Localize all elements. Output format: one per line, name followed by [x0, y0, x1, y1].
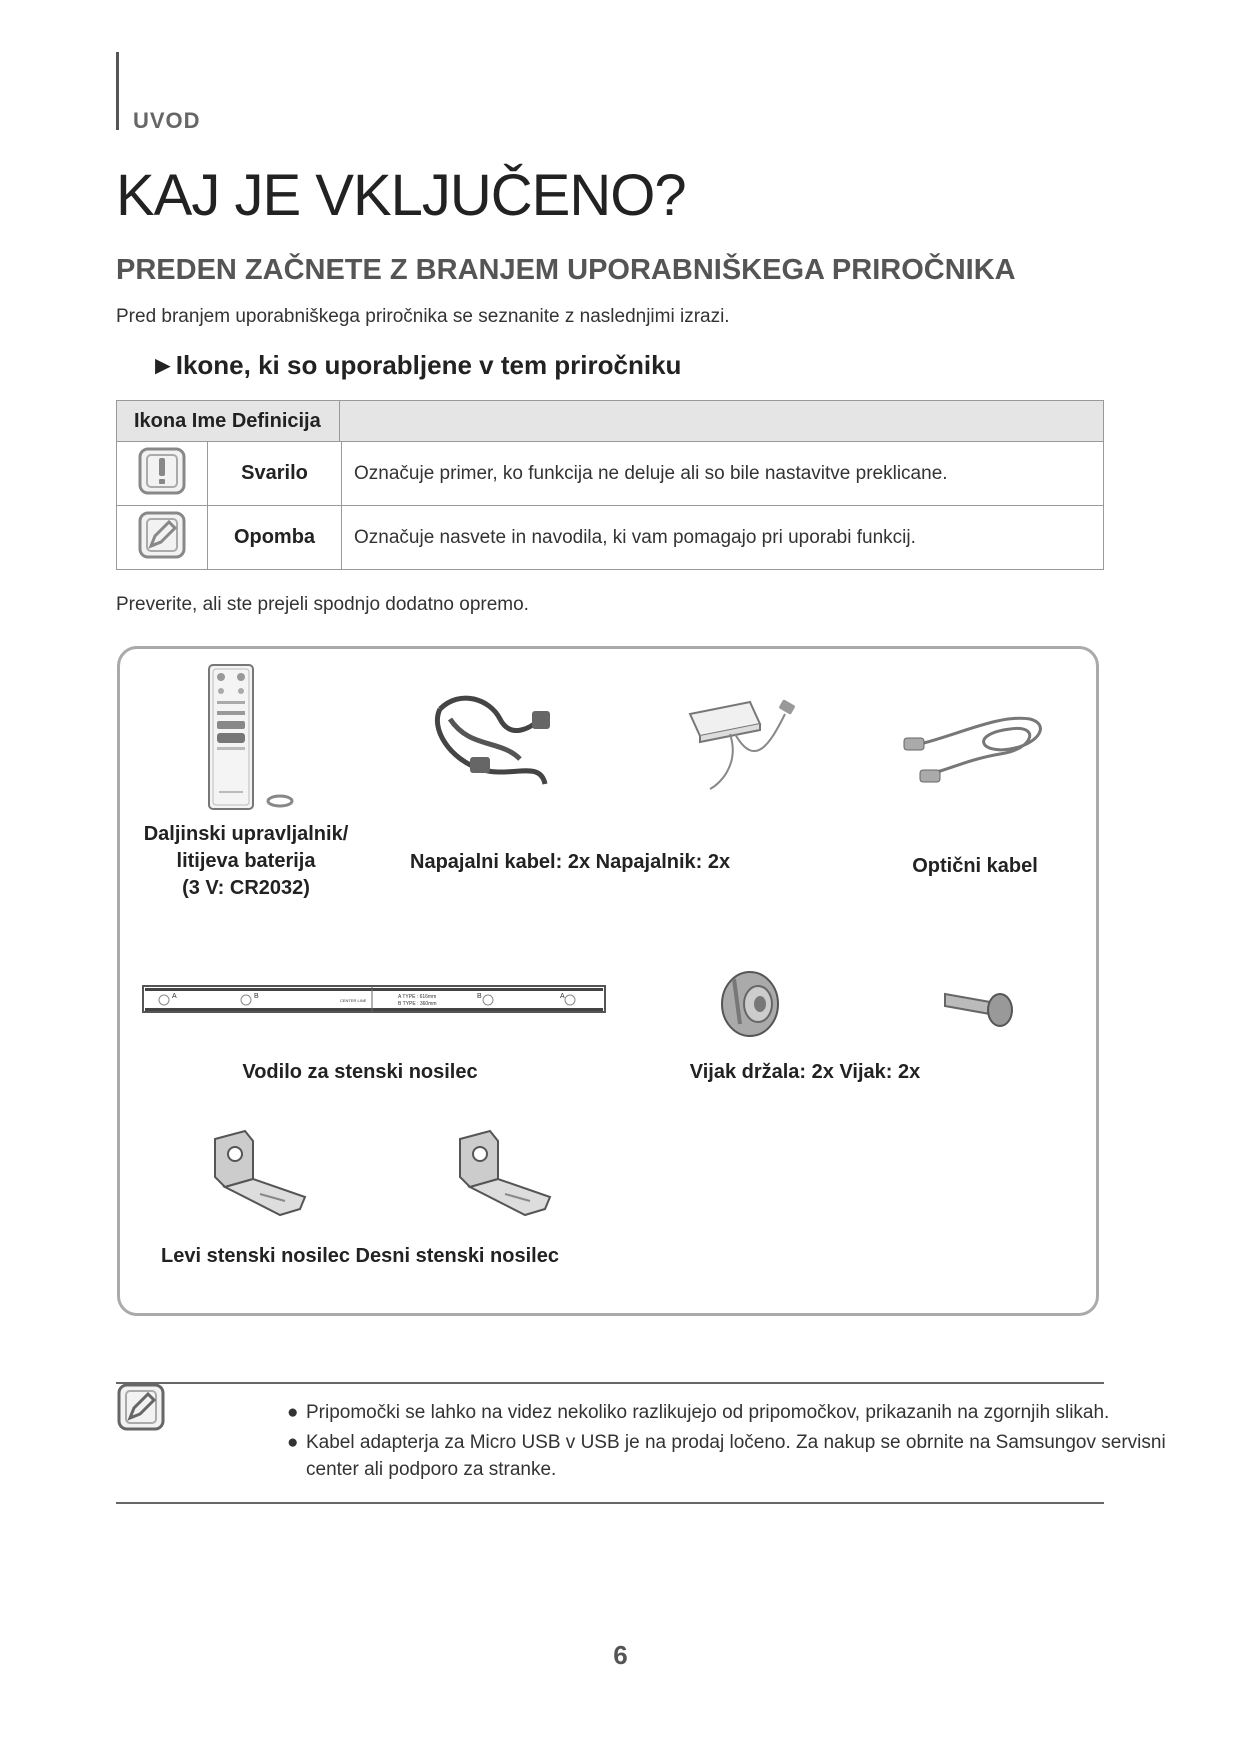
intro-text: Pred branjem uporabniškega priročnika se seznanite z naslednjimi izrazi.: [116, 306, 730, 327]
row-name: Svarilo: [208, 442, 342, 506]
notes-box: [116, 1382, 1166, 1504]
bullet-icon: ●: [287, 1402, 299, 1423]
remote-label-line3: (3 V: CR2032): [182, 877, 310, 899]
row-definition: Označuje nasvete in navodila, ki vam pomagajo pri uporabi funkcij.: [342, 506, 1104, 570]
screw-image: [940, 974, 1020, 1034]
icon-table: [116, 400, 1104, 570]
right-bracket-image: [450, 1129, 560, 1219]
exclamation-icon: [137, 446, 187, 496]
brackets-label: Levi stenski nosilec Desni stenski nosilec: [161, 1245, 559, 1267]
optical-label: Optični kabel: [912, 855, 1038, 877]
optical-cable-image: [900, 704, 1050, 794]
note-text: Kabel adapterja za Micro USB v USB je na prodaj ločeno. Za nakup se obrnite na Samsungov servisni center ali podporo za stranke.: [306, 1432, 1166, 1480]
note-pencil-icon: [137, 510, 187, 560]
page-number: 6: [613, 1640, 628, 1670]
guide-mark-type-b: B TYPE : 360mm: [398, 1001, 437, 1007]
table-row: [117, 506, 1104, 570]
components-box: [117, 646, 1099, 1316]
guide-mark-b-right: B: [477, 993, 482, 1000]
table-row: [117, 442, 1104, 506]
remote-label-line1: Daljinski upravljalnik/: [143, 823, 349, 845]
row-definition: Označuje primer, ko funkcija ne deluje ali so bile nastavitve preklicane.: [342, 442, 1104, 506]
row-name: Opomba: [208, 506, 342, 570]
screws-label: Vijak držala: 2x Vijak: 2x: [689, 1061, 921, 1083]
power-adapter-image: [680, 694, 810, 794]
note-item: [287, 1429, 1186, 1483]
guide-mark-a-right: A: [560, 993, 565, 1000]
guide-mark-type-a: A TYPE : 616mm: [398, 994, 437, 1000]
section-bar: [116, 52, 119, 130]
guide-mark-a-left: A: [172, 993, 177, 1000]
note-item: [287, 1399, 1186, 1426]
bullet-icon: ●: [287, 1432, 299, 1453]
left-bracket-image: [205, 1129, 315, 1219]
guide-mark-center: CENTER LINE: [340, 998, 367, 1003]
section-label: UVOD: [133, 108, 201, 133]
holder-screw-image: [710, 964, 790, 1044]
table-header-label: Ikona Ime Definicija: [134, 409, 321, 432]
icon-table-header: [117, 401, 1104, 442]
power-label: Napajalni kabel: 2x Napajalnik: 2x: [410, 851, 731, 873]
guide-mark-b-left: B: [254, 993, 259, 1000]
remote-label-line2: litijeva baterija: [176, 850, 316, 872]
icons-heading: ►Ikone, ki so uporabljene v tem priročniku: [150, 350, 682, 380]
wall-mount-guide-image: [142, 984, 606, 1016]
remote-control-image: [205, 663, 305, 813]
note-text: Pripomočki se lahko na videz nekoliko razlikujejo od pripomočkov, prikazanih na zgornjih slikah.: [306, 1402, 1110, 1423]
page-title: KAJ JE VKLJUČENO?: [116, 163, 686, 228]
note-pencil-icon: [116, 1382, 166, 1432]
power-cable-image: [430, 689, 560, 799]
check-text: Preverite, ali ste prejeli spodnjo dodatno opremo.: [116, 594, 529, 615]
guide-label: Vodilo za stenski nosilec: [242, 1061, 478, 1083]
section-subtitle: PREDEN ZAČNETE Z BRANJEM UPORABNIŠKEGA PRIROČNIKA: [116, 254, 1016, 286]
